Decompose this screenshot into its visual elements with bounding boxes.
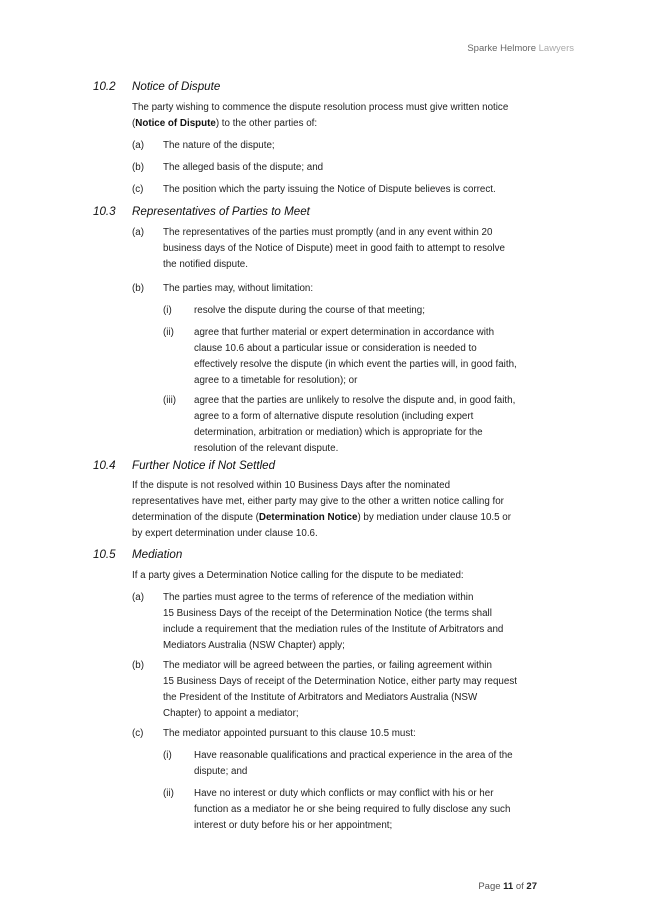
heading-10-2 (93, 80, 220, 93)
heading-10-4 (93, 459, 275, 472)
clause-title: Notice of Dispute (132, 80, 221, 93)
item-label: (iii) (163, 395, 177, 406)
heading-10-3 (93, 205, 310, 218)
item-text: The alleged basis of the dispute; and (163, 162, 324, 173)
firm-name: Sparke Helmore (467, 43, 536, 54)
clause-title: Further Notice if Not Settled (132, 459, 276, 472)
of-word: of (515, 881, 524, 892)
item-text: effectively resolve the dispute (in which event the parties will, in good faith, (194, 359, 517, 370)
defined-term: Notice of Dispute (135, 118, 216, 129)
item-text: include a requirement that the mediation rules of the Institute of Arbitrators and (163, 624, 504, 635)
text-fragment: ) to the other parties of: (215, 118, 318, 129)
text-line: by expert determination under clause 10.6. (132, 528, 318, 539)
clause-title: Representatives of Parties to Meet (132, 205, 310, 218)
item-label: (ii) (163, 788, 174, 799)
item-text: The parties may, without limitation: (163, 283, 314, 294)
item-text: determination, arbitration or mediation) which is appropriate for the (194, 427, 483, 438)
page-number: 11 (503, 881, 514, 892)
item-text: 15 Business Days of the receipt of the Determination Notice (the terms shall (163, 608, 492, 619)
text-line: representatives have met, either party may give to the other a written notice calling for (132, 496, 504, 507)
firm-header (467, 43, 574, 54)
item-text: The representatives of the parties must promptly (and in any event within 20 (163, 227, 493, 238)
item-text: dispute; and (194, 766, 248, 777)
item-text: Chapter) to appoint a mediator; (163, 708, 299, 719)
paragraph-10-4 (132, 478, 562, 542)
item-text: the President of the Institute of Arbitrators and Mediators Australia (NSW (163, 692, 478, 703)
clause-number: 10.5 (93, 548, 116, 561)
item-label: (a) (132, 592, 144, 603)
item-text: clause 10.6 about a particular issue or consideration is needed to (194, 343, 477, 354)
item-label: (a) (132, 227, 144, 238)
text-fragment: determination of the dispute ( (132, 512, 259, 523)
item-text: business days of the Notice of Dispute) meet in good faith to attempt to resolve (163, 243, 505, 254)
clause-number: 10.4 (93, 459, 116, 472)
item-text: The mediator will be agreed between the parties, or failing agreement within (163, 660, 492, 671)
text-line: The party wishing to commence the dispute resolution process must give written notice (132, 102, 509, 113)
item-text: 15 Business Days of receipt of the Determination Notice, either party may request (163, 676, 517, 687)
item-text: agree that the parties are unlikely to resolve the dispute and, in good faith, (194, 395, 516, 406)
item-label: (a) (132, 140, 144, 151)
item-text: resolution of the relevant dispute. (194, 443, 339, 454)
clause-number: 10.3 (93, 205, 116, 218)
page-word: Page (478, 881, 501, 892)
paragraph-10-2-intro (132, 100, 562, 132)
item-text: function as a mediator he or she being required to fully disclose any such (194, 804, 511, 815)
item-text: interest or duty before his or her appointment; (194, 820, 393, 831)
clause-title: Mediation (132, 548, 183, 561)
page-footer (478, 881, 537, 892)
item-label: (b) (132, 283, 144, 294)
item-text: Have no interest or duty which conflicts or may conflict with his or her (194, 788, 494, 799)
item-text: agree to a form of alternative dispute resolution (including expert (194, 411, 474, 422)
defined-term: Determination Notice (258, 512, 358, 523)
item-text: The nature of the dispute; (163, 140, 275, 151)
item-text: agree that further material or expert determination in accordance with (194, 327, 495, 338)
page-total: 27 (526, 881, 537, 892)
item-text: resolve the dispute during the course of that meeting; (194, 305, 425, 316)
item-label: (b) (132, 660, 144, 671)
item-text: The position which the party issuing the Notice of Dispute believes is correct. (163, 184, 496, 195)
text-fragment: ) by mediation under clause 10.5 or (357, 512, 512, 523)
item-text: agree to a timetable for resolution); or (194, 375, 358, 386)
heading-10-5 (93, 548, 182, 561)
text-line: If the dispute is not resolved within 10 Business Days after the nominated (132, 480, 451, 491)
item-label: (b) (132, 162, 144, 173)
item-label: (ii) (163, 327, 174, 338)
text-line: If a party gives a Determination Notice calling for the dispute to be mediated: (132, 570, 464, 581)
text-line (132, 510, 562, 526)
paragraph-10-5-intro (132, 568, 562, 584)
item-text: Have reasonable qualifications and practical experience in the area of the (194, 750, 513, 761)
item-text: Mediators Australia (NSW Chapter) apply; (163, 640, 345, 651)
item-label: (i) (163, 305, 172, 316)
item-text: The mediator appointed pursuant to this clause 10.5 must: (163, 728, 416, 739)
item-text: The parties must agree to the terms of reference of the mediation within (163, 592, 474, 603)
text-line: (Notice of Dispute) to the other parties of: (132, 118, 318, 129)
clause-number: 10.2 (93, 80, 116, 93)
item-label: (c) (132, 728, 144, 739)
firm-suffix: Lawyers (538, 43, 574, 54)
item-label: (c) (132, 184, 144, 195)
item-label: (i) (163, 750, 172, 761)
item-text: the notified dispute. (163, 259, 248, 270)
